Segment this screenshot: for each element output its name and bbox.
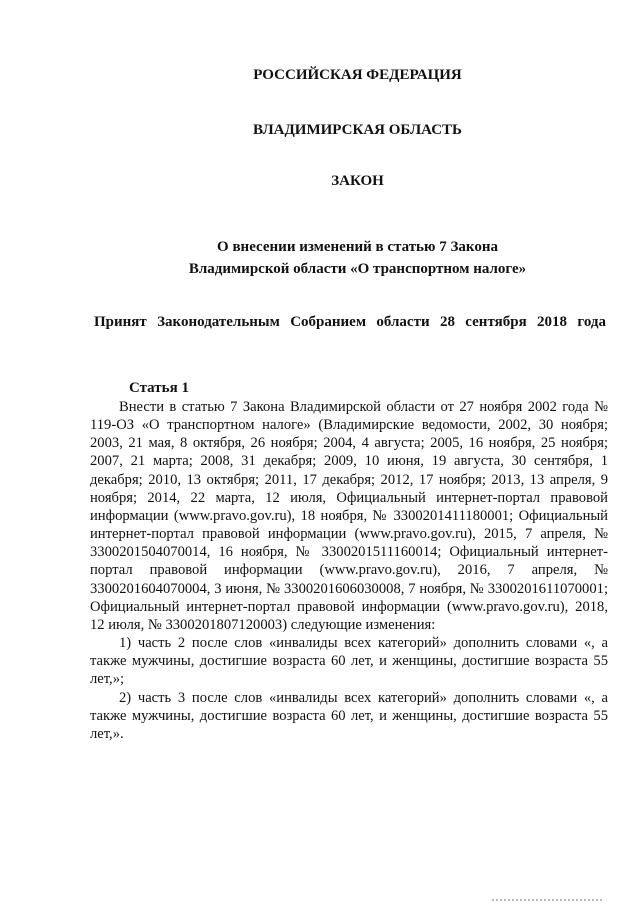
article-intro-paragraph: Внести в статью 7 Закона Владимирской области от 27 ноября 2002 года № 119-ОЗ «О транспортном налоге» (Владимирские ведомости, 2002, 30 ноября; 2003, 21 мая, 8 октября, 26 ноября; 2004, 4 августа; 2005, 16 ноября, 25 ноября; 2007, 21 марта; 2008, 31 декабря; 2009, 10 июня, 19 августа, 30 сентября, 1 декабря; 2010, 13 октября; 2011, 17 декабря; 2012, 17 ноября; 2013, 13 апреля, 9 ноября; 2014, 22 марта, 12 июля, Официальный интернет-портал правовой информации (www.pravo.gov.ru), 18 ноября, № 3300201411180001; Официальный интернет-портал правовой информации (www.pravo.gov.ru), 2015, 7 апреля, № 3300201504070014, 16 ноября, № 3300201511160014; Официальный интернет-портал правовой информации (www.pravo.gov.ru), 2016, 7 апреля, № 3300201604070004, 3 июня, № 3300201606030008, 7 ноября, № 3300201611070001; Официальный интернет-портал правовой информации (www.pravo.gov.ru), 2018, 12 июля, № 3300201807120003) следующие изменения: <box>90 399 608 633</box>
region-heading: ВЛАДИМИРСКАЯ ОБЛАСТЬ <box>253 122 462 138</box>
amendment-item-1: 1) часть 2 после слов «инвалиды всех категорий» дополнить словами «, а также мужчины, достигшие возраста 60 лет, и женщины, достигшие возраста 55 лет,»; <box>90 635 608 688</box>
adoption-statement: Принят Законодательным Собранием области 28 сентября 2018 года <box>94 314 606 330</box>
country-heading: РОССИЙСКАЯ ФЕДЕРАЦИЯ <box>253 67 462 83</box>
law-heading: ЗАКОН <box>331 173 384 189</box>
article-title: Статья 1 <box>129 380 189 396</box>
law-subject-line-2: Владимирской области «О транспортном налоге» <box>188 261 527 277</box>
law-subject-line-1: О внесении изменений в статью 7 Закона <box>217 239 498 255</box>
amendment-item-2: 2) часть 3 после слов «инвалиды всех категорий» дополнить словами «, а также мужчины, достигшие возраста 60 лет, и женщины, достигшие возраста 55 лет,». <box>90 689 608 742</box>
scan-artifact-line <box>492 899 602 901</box>
article-body <box>90 398 608 743</box>
